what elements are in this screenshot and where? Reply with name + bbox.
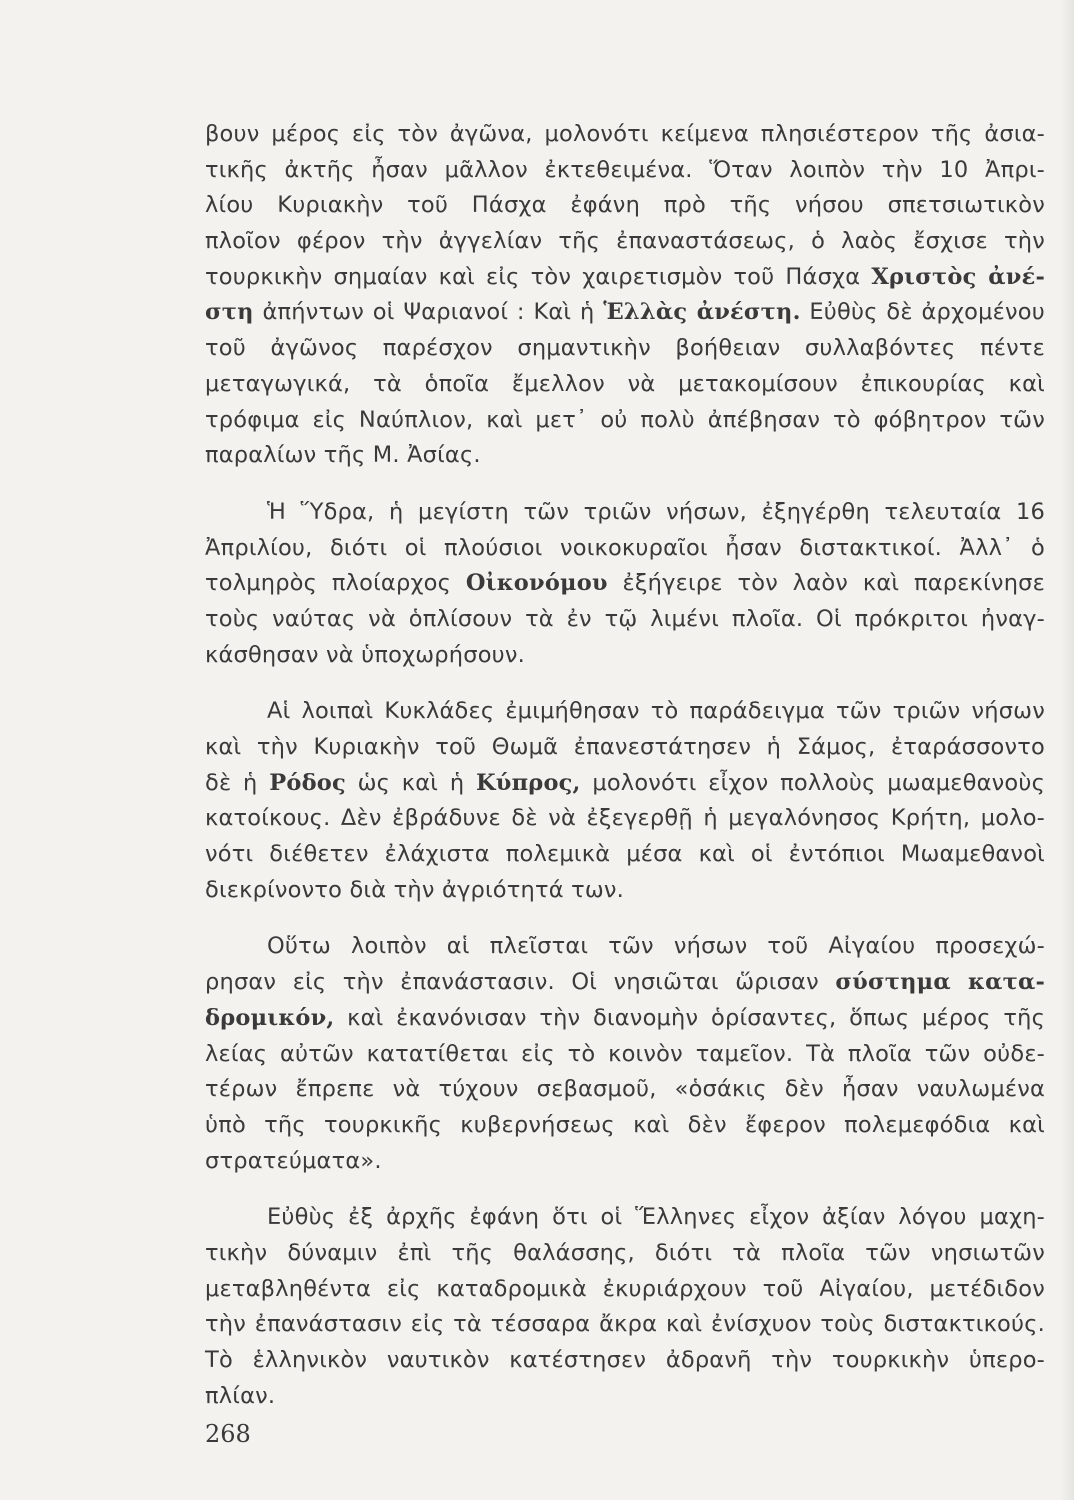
text-line: στρατεύματα».	[205, 1147, 382, 1174]
text-line: ὑπὸ τῆς τουρκικῆς κυβερνήσεως καὶ δὲν ἔφερον πολεμεφόδια καὶ	[205, 1111, 1045, 1138]
text-line	[205, 965, 1045, 1001]
text-line	[205, 766, 1045, 802]
text-line	[205, 1001, 1045, 1037]
text-run: μολονότι εἶχον πολλοὺς μωαμεθανοὺς	[592, 769, 1046, 796]
text-line	[205, 260, 1045, 296]
emphasis-dromikon: δρομικόν,	[205, 1004, 335, 1031]
text-line: Αἱ λοιπαὶ Κυκλάδες ἐμιμήθησαν τὸ παράδειγμα τῶν τριῶν νήσων	[267, 698, 1045, 725]
text-line: κάσθησαν νὰ ὑποχωρήσουν.	[205, 641, 526, 668]
text-line: τὴν ἐπανάστασιν εἰς τὰ τέσσαρα ἄκρα καὶ ἐνίσχυον τοὺς διστακτικούς.	[205, 1311, 1045, 1338]
text-line: Τὸ ἑλληνικὸν ναυτικὸν κατέστησεν ἀδρανῆ τὴν τουρκικὴν ὑπερο-	[205, 1347, 1045, 1373]
text-run: καὶ ἐκανόνισαν τὴν διανομὴν ὁρίσαντες, ὅπως μέρος τῆς	[347, 1004, 1045, 1031]
page-edge-shadow	[1060, 0, 1074, 1500]
text-line: παραλίων τῆς Μ. Ἀσίας.	[205, 442, 481, 469]
text-line: τικὴν δύναμιν ἐπὶ τῆς θαλάσσης, διότι τὰ πλοῖα τῶν νησιωτῶν	[205, 1239, 1045, 1266]
emphasis-ste: στη	[205, 299, 254, 326]
text-line: λίου Κυριακὴν τοῦ Πάσχα ἐφάνη πρὸ τῆς νήσου σπετσιωτικὸν	[205, 192, 1045, 219]
paragraph-3	[205, 694, 1045, 908]
emphasis-oikonomou: Οἰκονόμου	[465, 570, 608, 597]
text-line: καὶ τὴν Κυριακὴν τοῦ Θωμᾶ ἐπανεστάτησεν ἡ Σάμος, ἐταράσσοντο	[205, 734, 1045, 760]
paragraph-4	[205, 929, 1045, 1179]
paragraph-2	[205, 495, 1045, 673]
text-line: λείας αὐτῶν κατατίθεται εἰς τὸ κοινὸν ταμεῖον. Τὰ πλοῖα τῶν οὐδε-	[205, 1040, 1045, 1067]
emphasis-rodos: Ρόδος	[269, 769, 346, 796]
emphasis-systema: σύστημα κατα-	[835, 969, 1045, 996]
text-line: Ἀπριλίου, διότι οἱ πλούσιοι νοικοκυραῖοι ἦσαν διστακτικοί. Ἀλλ᾽ ὁ	[205, 534, 1045, 561]
text-run: Εὐθὺς δὲ ἀρχομένου	[809, 299, 1045, 326]
text-line: διεκρίνοντο διὰ τὴν ἀγριότητά των.	[205, 876, 625, 903]
emphasis-kypros: Κύπρος,	[476, 769, 581, 796]
text-line: τοῦ ἀγῶνος παρέσχον σημαντικὴν βοήθειαν συλλαβόντες πέντε	[205, 335, 1045, 362]
text-run: ὡς καὶ ἡ	[357, 769, 465, 796]
paragraph-1	[205, 117, 1045, 474]
text-run: τουρκικὴν σημαίαν καὶ εἰς τὸν χαιρετισμὸν τοῦ Πάσχα	[205, 263, 861, 290]
text-run: ρησαν εἰς τὴν ἐπανάστασιν. Οἱ νησιῶται ὥρισαν	[205, 969, 819, 996]
text-line: νότι διέθετεν ἐλάχιστα πολεμικὰ μέσα καὶ οἱ ἐντόπιοι Μωαμεθανοὶ	[205, 841, 1045, 868]
text-line: μεταγωγικά, τὰ ὁποῖα ἔμελλον νὰ μετακομίσουν ἐπικουρίας καὶ	[205, 370, 1045, 397]
text-line: Οὕτω λοιπὸν αἱ πλεῖσται τῶν νήσων τοῦ Αἰγαίου προσεχώ-	[267, 933, 1045, 960]
text-line	[205, 566, 1045, 602]
text-line: κατοίκους. Δὲν ἐβράδυνε δὲ νὰ ἐξεγερθῇ ἡ μεγαλόνησος Κρήτη, μολο-	[205, 805, 1045, 832]
text-line: βουν μέρος εἰς τὸν ἀγῶνα, μολονότι κείμενα πλησιέστερον τῆς ἀσια-	[205, 121, 1045, 147]
text-line: τικῆς ἀκτῆς ἦσαν μᾶλλον ἐκτεθειμένα. Ὅταν λοιπὸν τὴν 10 Ἀπρι-	[205, 156, 1045, 183]
emphasis-christos-aneste: Χριστὸς ἀνέ-	[871, 263, 1046, 290]
text-line: τρόφιμα εἰς Ναύπλιον, καὶ μετ᾽ οὐ πολὺ ἀπέβησαν τὸ φόβητρον τῶν	[205, 406, 1045, 433]
text-line: τέρων ἔπρεπε νὰ τύχουν σεβασμοῦ, «ὁσάκις δὲν ἦσαν ναυλωμένα	[205, 1076, 1045, 1103]
text-run: δὲ ἡ	[205, 769, 258, 796]
emphasis-ellas-aneste: Ἑλλὰς ἀνέστη.	[603, 299, 801, 326]
text-line	[205, 295, 1045, 331]
text-line: πλίαν.	[205, 1382, 276, 1409]
text-line: πλοῖον φέρον τὴν ἀγγελίαν τῆς ἐπαναστάσεως, ὁ λαὸς ἔσχισε τὴν	[205, 228, 1045, 255]
page-number: 268	[205, 1420, 251, 1448]
text-run: τολμηρὸς πλοίαρχος	[205, 570, 452, 597]
text-line: τοὺς ναύτας νὰ ὁπλίσουν τὰ ἐν τῷ λιμένι πλοῖα. Οἱ πρόκριτοι ἠναγ-	[205, 605, 1045, 632]
text-run: ἀπήντων οἱ Ψαριανοί : Καὶ ἡ	[262, 299, 595, 326]
body-text	[205, 117, 1045, 1414]
paragraph-5	[205, 1200, 1045, 1414]
text-line: μεταβληθέντα εἰς καταδρομικὰ ἐκυριάρχουν τοῦ Αἰγαίου, μετέδιδον	[205, 1275, 1045, 1302]
text-run: ἐξήγειρε τὸν λαὸν καὶ παρεκίνησε	[622, 570, 1045, 597]
text-line: Ἡ Ὕδρα, ἡ μεγίστη τῶν τριῶν νήσων, ἐξηγέρθη τελευταία 16	[267, 498, 1045, 525]
text-line: Εὐθὺς ἐξ ἀρχῆς ἐφάνη ὅτι οἱ Ἕλληνες εἶχον ἀξίαν λόγου μαχη-	[267, 1204, 1045, 1231]
